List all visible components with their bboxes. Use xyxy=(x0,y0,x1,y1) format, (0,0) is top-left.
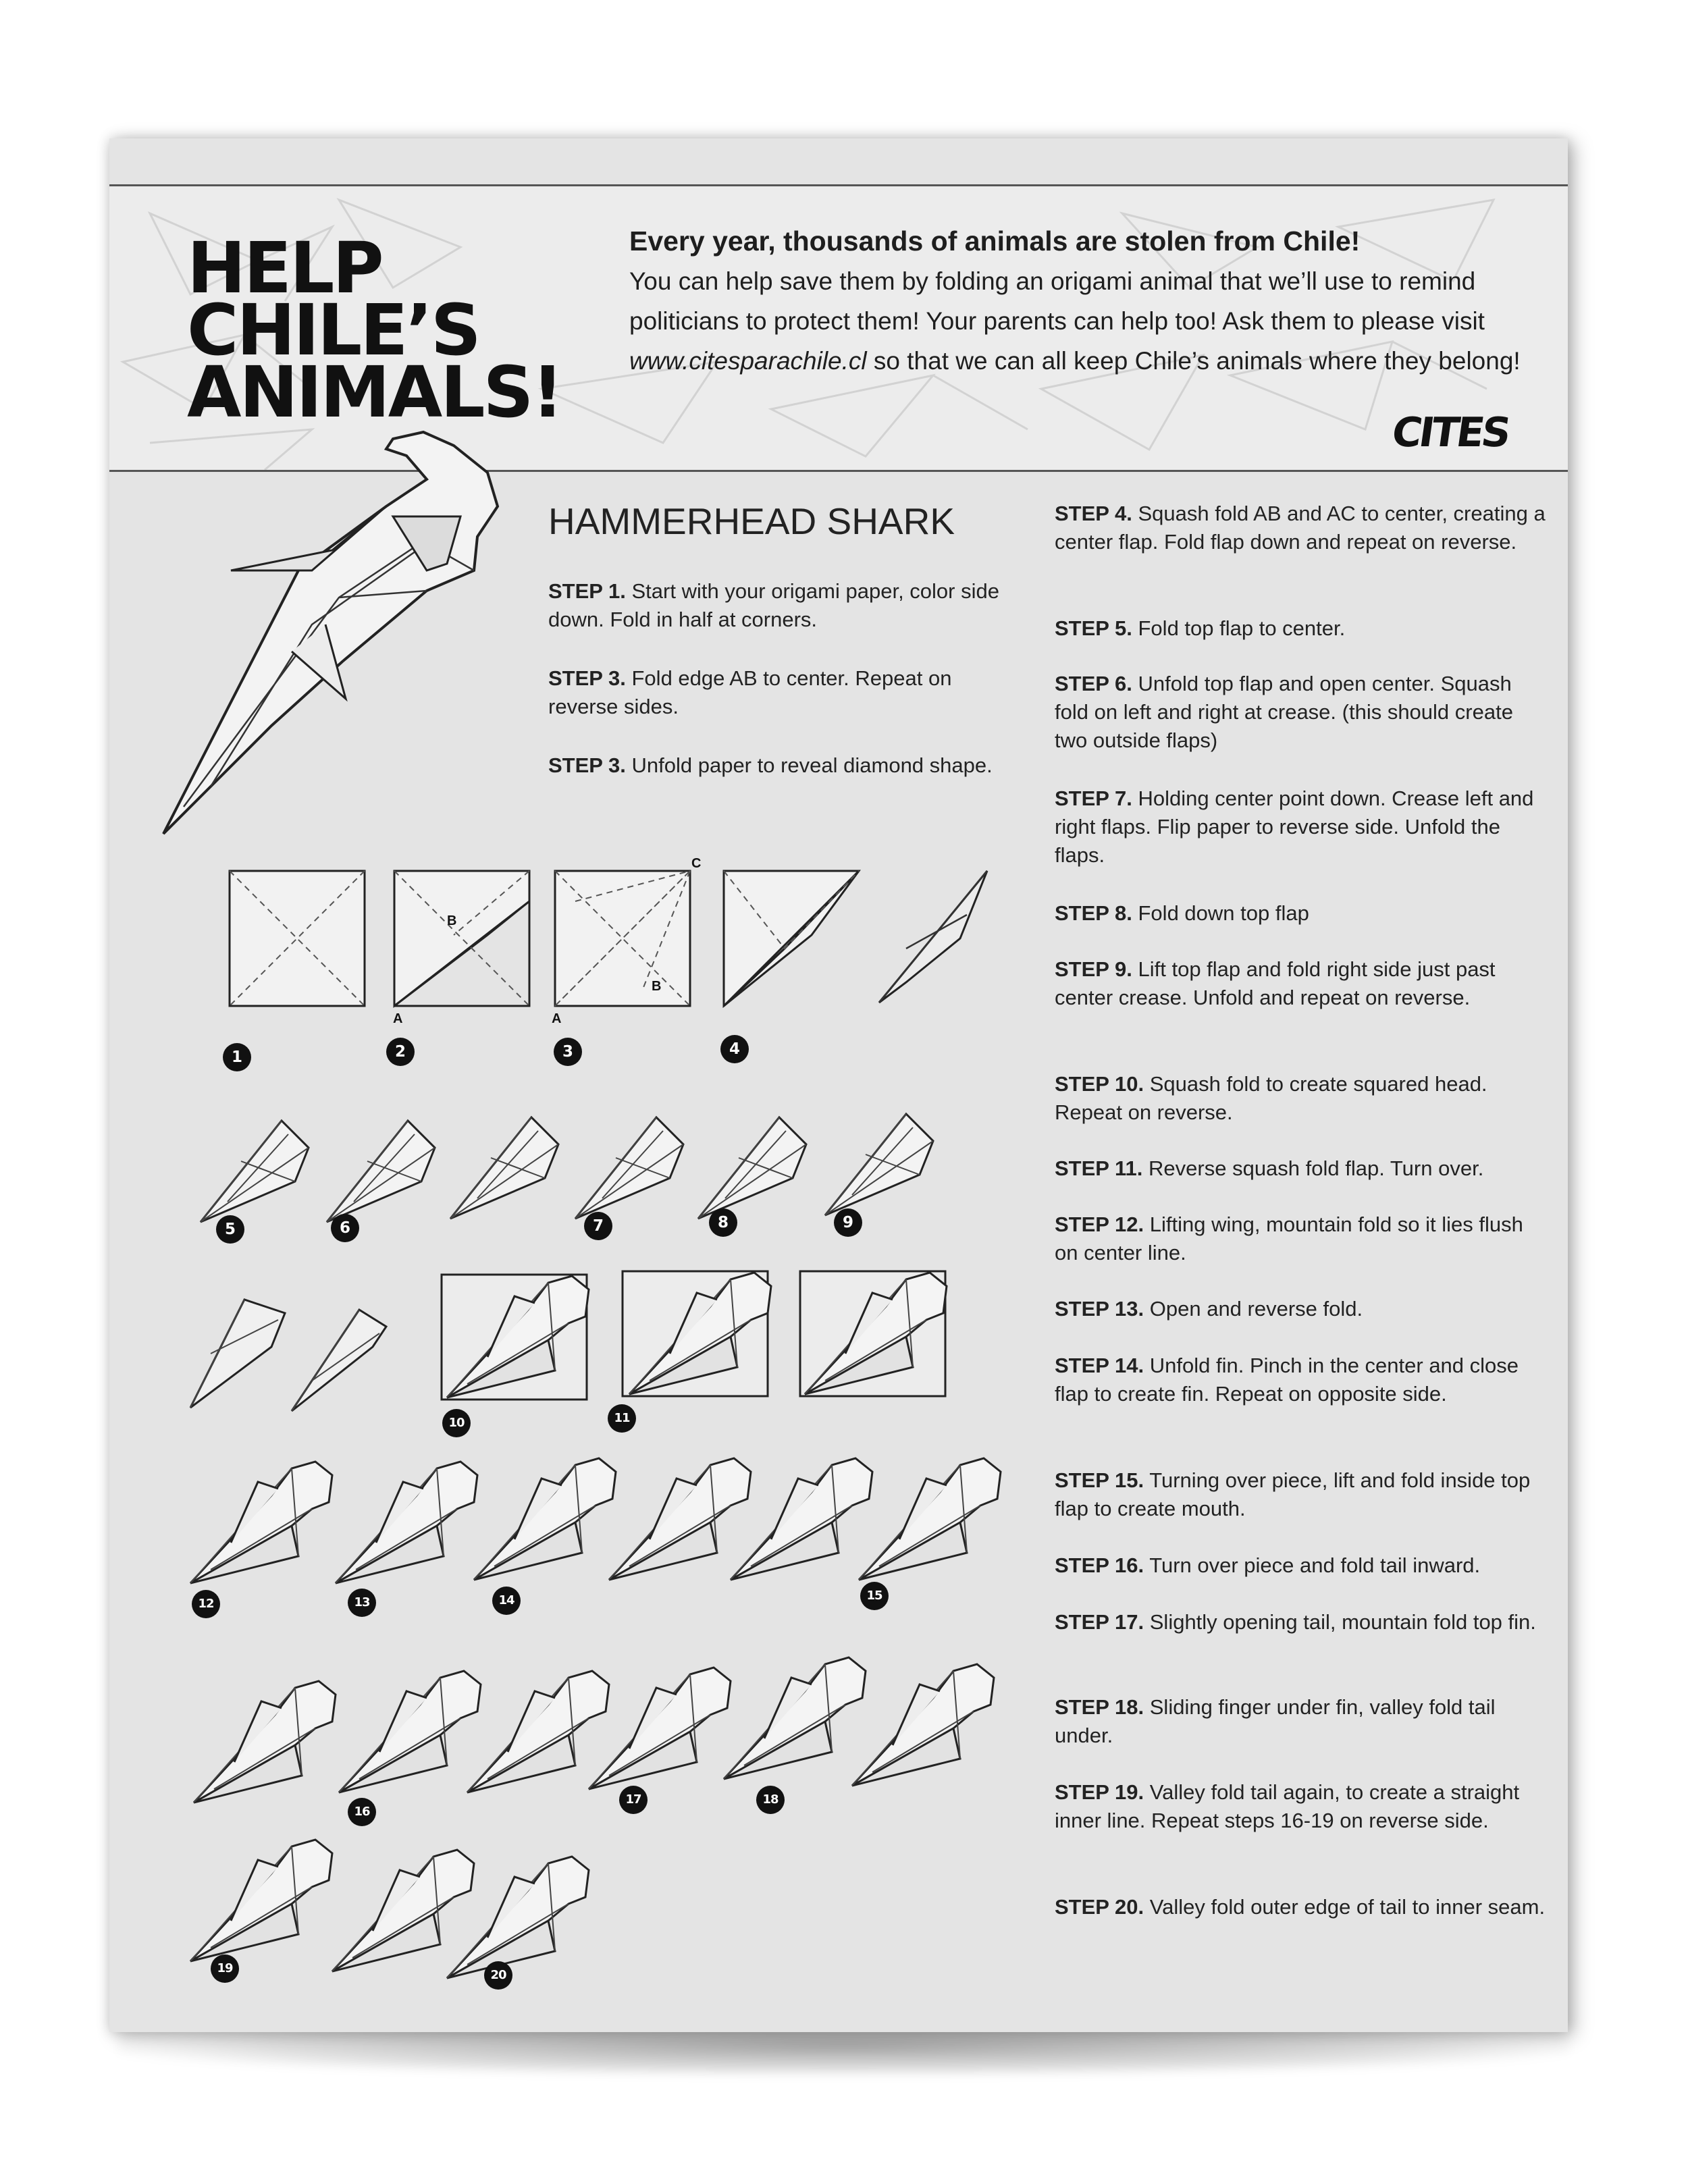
intro-lead: Every year, thousands of animals are stolen from Chile! xyxy=(629,225,1361,257)
step-number-badge: 1 xyxy=(223,1043,251,1071)
diagram-step-15 xyxy=(859,1458,1001,1580)
step-text: Sliding finger under fin, valley fold tail under. xyxy=(1055,1695,1496,1747)
step-number-badge: 10 xyxy=(442,1409,471,1437)
step-label: STEP 13. xyxy=(1055,1297,1144,1321)
diagram-step-18 xyxy=(724,1657,866,1779)
diagram-step-4b xyxy=(879,871,987,1003)
diagram-step-5 xyxy=(201,1121,309,1222)
step-number-badge: 11 xyxy=(608,1404,636,1433)
step-label: STEP 3. xyxy=(548,753,626,777)
diagram-step-3 xyxy=(555,871,690,1006)
step-number-badge: 12 xyxy=(192,1590,220,1618)
step-text: Fold down top flap xyxy=(1138,901,1309,925)
diagram-step-19b xyxy=(332,1850,474,1971)
step-label: STEP 19. xyxy=(1055,1780,1144,1804)
step-text: Squash fold to create squared head. Repeat on reverse. xyxy=(1055,1072,1487,1124)
diagram-step-4 xyxy=(724,871,859,1006)
diagram-step-7 xyxy=(575,1117,683,1219)
step-label: STEP 14. xyxy=(1055,1354,1144,1377)
diagram-step-6 xyxy=(327,1121,435,1222)
step-label: STEP 15. xyxy=(1055,1468,1144,1492)
cites-logo: CITES xyxy=(1389,409,1512,456)
intro-body: You can help save them by folding an origami animal that we’ll use to remind politicians to protect them! Your parents can help too! Ask them to please visit xyxy=(629,267,1485,335)
step-number-badge: 17 xyxy=(619,1786,648,1814)
step-label: STEP 10. xyxy=(1055,1072,1144,1096)
step-label: STEP 11. xyxy=(1055,1156,1143,1180)
step-number-badge: 4 xyxy=(720,1035,749,1063)
step-label: STEP 20. xyxy=(1055,1895,1144,1919)
step-text: Reverse squash fold flap. Turn over. xyxy=(1149,1156,1484,1180)
step-label: STEP 4. xyxy=(1055,502,1132,525)
step-label: STEP 12. xyxy=(1055,1213,1144,1236)
diagram-step-6b xyxy=(450,1117,558,1219)
section-title: HAMMERHEAD SHARK xyxy=(548,500,955,542)
diagram-step-11 xyxy=(623,1271,771,1396)
title-line-3: ANIMALS! xyxy=(187,351,562,433)
diagram-step-16 xyxy=(339,1671,481,1792)
diagram-letter: B xyxy=(652,979,662,994)
step-number-badge: 3 xyxy=(554,1038,582,1066)
step-label: STEP 6. xyxy=(1055,672,1132,695)
step-number-badge: 15 xyxy=(860,1582,889,1610)
step-number-badge: 16 xyxy=(348,1798,376,1826)
step-label: STEP 1. xyxy=(548,579,626,603)
folding-diagrams xyxy=(109,138,1568,2032)
step-text: Unfold top flap and open center. Squash fold on left and right at crease. (this should create two outside flaps) xyxy=(1055,672,1513,752)
diagram-letter: A xyxy=(393,1011,403,1026)
diagram-letter: C xyxy=(691,856,702,871)
diagram-step-2 xyxy=(394,871,529,1006)
diagram-step-14c xyxy=(731,1458,872,1580)
instruction-sheet xyxy=(109,138,1568,2032)
diagram-step-19 xyxy=(190,1840,332,1961)
diagram-step-9 xyxy=(825,1114,933,1215)
diagram-step-17 xyxy=(589,1668,731,1789)
diagram-step-8 xyxy=(698,1117,806,1219)
step-number-badge: 19 xyxy=(211,1954,239,1983)
diagram-step-9c xyxy=(292,1310,386,1411)
diagram-step-14b xyxy=(609,1458,751,1580)
diagram-step-11b xyxy=(800,1271,947,1396)
step-number-badge: 9 xyxy=(834,1208,862,1237)
step-text: Valley fold outer edge of tail to inner seam. xyxy=(1149,1895,1546,1919)
diagram-letter: A xyxy=(552,1011,562,1026)
step-number-badge: 8 xyxy=(709,1208,737,1237)
diagram-step-18b xyxy=(852,1664,994,1786)
diagram-step-1 xyxy=(230,871,365,1006)
step-label: STEP 17. xyxy=(1055,1610,1144,1634)
step-text: Unfold fin. Pinch in the center and close flap to create fin. Repeat on opposite side. xyxy=(1055,1354,1519,1406)
step-label: STEP 5. xyxy=(1055,616,1132,640)
step-number-badge: 6 xyxy=(331,1214,359,1242)
step-text: Lift top flap and fold right side just past center crease. Unfold and repeat on reverse. xyxy=(1055,957,1496,1009)
diagram-letter: B xyxy=(447,913,457,928)
step-number-badge: 2 xyxy=(386,1038,415,1066)
step-label: STEP 9. xyxy=(1055,957,1132,981)
diagram-step-10 xyxy=(442,1275,589,1400)
step-text: Valley fold tail again, to create a straight inner line. Repeat steps 16-19 on reverse side. xyxy=(1055,1780,1520,1832)
step-text: Fold edge AB to center. Repeat on reverse sides. xyxy=(548,666,952,718)
diagram-step-9b xyxy=(190,1300,285,1408)
title-line-2: CHILE’S xyxy=(187,289,479,371)
title-line-1: HELP xyxy=(187,227,382,309)
step-number-badge: 7 xyxy=(584,1212,612,1240)
intro-body-end: so that we can all keep Chile’s animals where they belong! xyxy=(866,347,1521,375)
step-label: STEP 16. xyxy=(1055,1553,1144,1577)
diagram-step-16a xyxy=(194,1681,336,1803)
hero-shark-illustration xyxy=(163,432,498,834)
step-text: Lifting wing, mountain fold so it lies flush on center line. xyxy=(1055,1213,1523,1264)
diagram-step-16b xyxy=(467,1671,609,1792)
step-label: STEP 8. xyxy=(1055,901,1132,925)
step-text: Squash fold AB and AC to center, creating a center flap. Fold flap down and repeat on reverse. xyxy=(1055,502,1546,554)
step-text: Slightly opening tail, mountain fold top fin. xyxy=(1149,1610,1536,1634)
step-text: Fold top flap to center. xyxy=(1138,616,1346,640)
step-text: Open and reverse fold. xyxy=(1149,1297,1363,1321)
step-number-badge: 13 xyxy=(348,1589,376,1617)
step-number-badge: 18 xyxy=(756,1786,785,1814)
step-label: STEP 3. xyxy=(548,666,626,690)
website-link[interactable]: www.citesparachile.cl xyxy=(629,347,867,375)
step-text: Turning over piece, lift and fold inside top flap to create mouth. xyxy=(1055,1468,1531,1520)
diagram-step-12 xyxy=(190,1462,332,1583)
diagram-step-13 xyxy=(336,1462,477,1583)
step-number-badge: 14 xyxy=(492,1587,521,1615)
step-label: STEP 7. xyxy=(1055,787,1132,810)
step-label: STEP 18. xyxy=(1055,1695,1144,1719)
diagram-step-14 xyxy=(474,1458,616,1580)
step-text: Holding center point down. Crease left and right flaps. Flip paper to reverse side. Unfold the flaps. xyxy=(1055,787,1534,867)
step-text: Unfold paper to reveal diamond shape. xyxy=(631,753,993,777)
step-number-badge: 20 xyxy=(484,1961,512,1990)
step-text: Turn over piece and fold tail inward. xyxy=(1149,1553,1481,1577)
step-text: Start with your origami paper, color side down. Fold in half at corners. xyxy=(548,579,999,631)
step-number-badge: 5 xyxy=(216,1215,244,1244)
